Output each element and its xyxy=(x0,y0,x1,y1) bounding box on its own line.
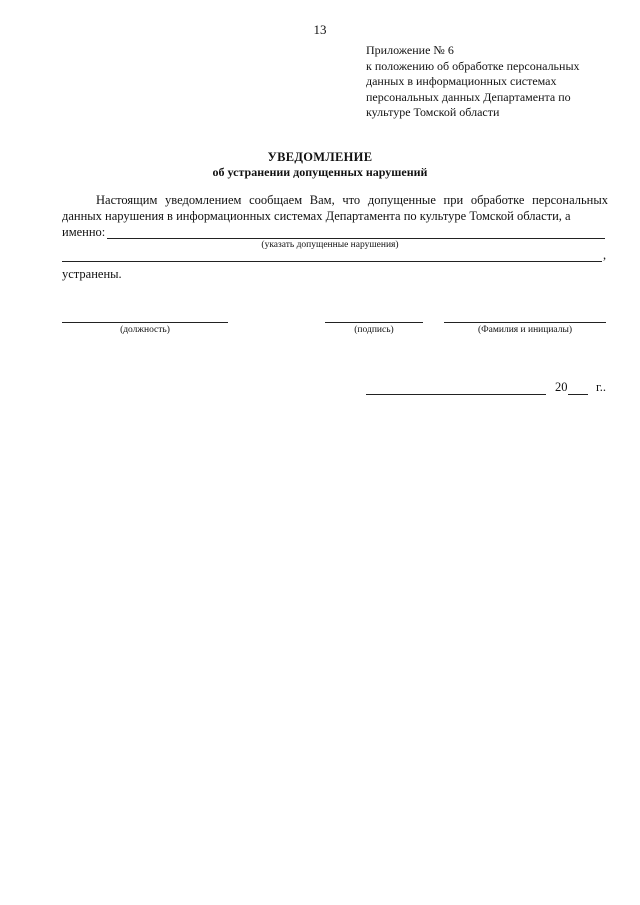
appendix-header xyxy=(366,43,580,121)
document-title: УВЕДОМЛЕНИЕ xyxy=(267,150,373,164)
year-prefix: 20 xyxy=(555,380,568,394)
violations-field-line-1[interactable] xyxy=(107,238,605,239)
year-suffix: г.. xyxy=(596,380,606,394)
appendix-line: данных в информационных системах xyxy=(366,74,557,88)
position-field-line[interactable] xyxy=(62,322,228,323)
position-caption: (должность) xyxy=(120,325,170,335)
appendix-line: культуре Томской области xyxy=(366,105,500,119)
name-field-line[interactable] xyxy=(444,322,606,323)
violations-hint: (указать допущенные нарушения) xyxy=(261,240,399,250)
trailing-comma: , xyxy=(603,248,607,262)
violations-field-line-2[interactable] xyxy=(62,261,602,262)
date-field-line[interactable] xyxy=(366,394,546,395)
namely-label: именно: xyxy=(62,225,106,239)
signature-field-line[interactable] xyxy=(325,322,423,323)
page-number: 13 xyxy=(313,22,327,37)
appendix-line: Приложение № 6 xyxy=(366,43,454,57)
appendix-line: к положению об обработке персональных xyxy=(366,58,580,73)
document-subtitle: об устранении допущенных нарушений xyxy=(212,165,428,179)
appendix-line: персональных данных Департамента по xyxy=(366,89,571,104)
body-paragraph: Настоящим уведомлением сообщаем Вам, что допущенные при обработке персональных данных нарушения в информационных системах Департамента по культуре Томской области, а xyxy=(62,193,608,223)
name-caption: (Фамилия и инициалы) xyxy=(477,325,573,335)
year-field-line[interactable] xyxy=(568,394,588,395)
resolved-text: устранены. xyxy=(62,267,122,281)
signature-caption: (подпись) xyxy=(354,325,394,335)
